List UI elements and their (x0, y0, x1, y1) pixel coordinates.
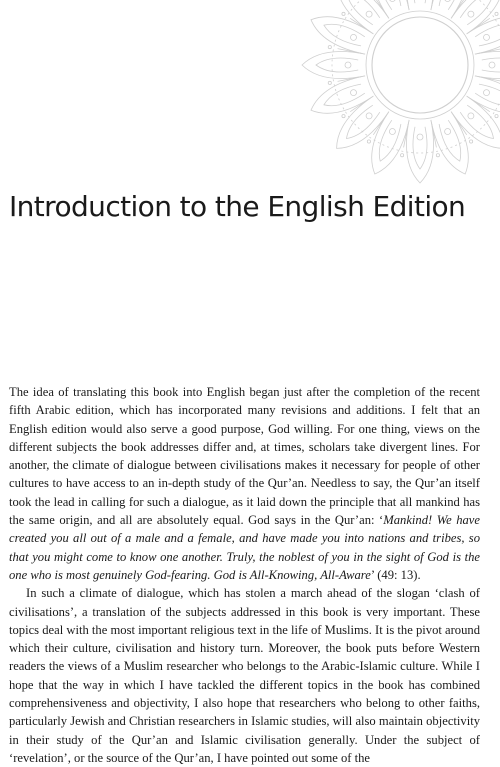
chapter-title: Introduction to the English Edition (9, 190, 466, 223)
quran-quote: Mankind! We have created you all out of a male and a female, and have made you into nations and tribes, so that you might come to know one another. Truly, the noblest of you in the sight of God is the one who is most genuinely God-fearing. God is All-Knowing, All-Aware (9, 513, 480, 582)
quote-citation: ’ (49: 13). (370, 567, 421, 582)
paragraph-1-text: The idea of translating this book into English began just after the completion of the recent fifth Arabic edition, which has incorporated many revisions and additions. I felt that an English edition would also serve a good purpose, God willing. For one thing, views on the different subjects the book addresses differ and, at times, scholars take divergent lines. For another, the climate of dialogue between civilisations makes it necessary for people of other cultures to have access to an in-depth study of the Qur’an. Needless to say, the Qur’an itself took the lead in calling for such a dialogue, as it laid down the principle that all mankind has the same origin, and all are absolutely equal. God says in the Qur’an: ‘ (9, 385, 480, 528)
paragraph-2: In such a climate of dialogue, which has stolen a march ahead of the slogan ‘clash of civilisations’, a translation of the subjects addressed in this book is very important. These topics deal with the most important religious text in the life of Muslims. It is the pivot around which their culture, civilisation and history turn. Moreover, the book puts before Western readers the views of a Muslim researcher who belongs to the Arabic-Islamic culture. While I hope that the way in which I have tackled the different topics in the book has combined comprehensiveness and objectivity, I also hope that researchers who belong to other faiths, particularly Jewish and Christian researchers in Islamic studies, will also maintain objectivity in their study of the Qur’an and Islamic civilisation generally. Under the subject of ‘revelation’, or the source of the Qur’an, I have pointed out some of the (9, 586, 480, 765)
body-text (9, 383, 480, 767)
paragraph-1 (9, 383, 480, 584)
arabesque-rosette-icon (300, 0, 500, 190)
